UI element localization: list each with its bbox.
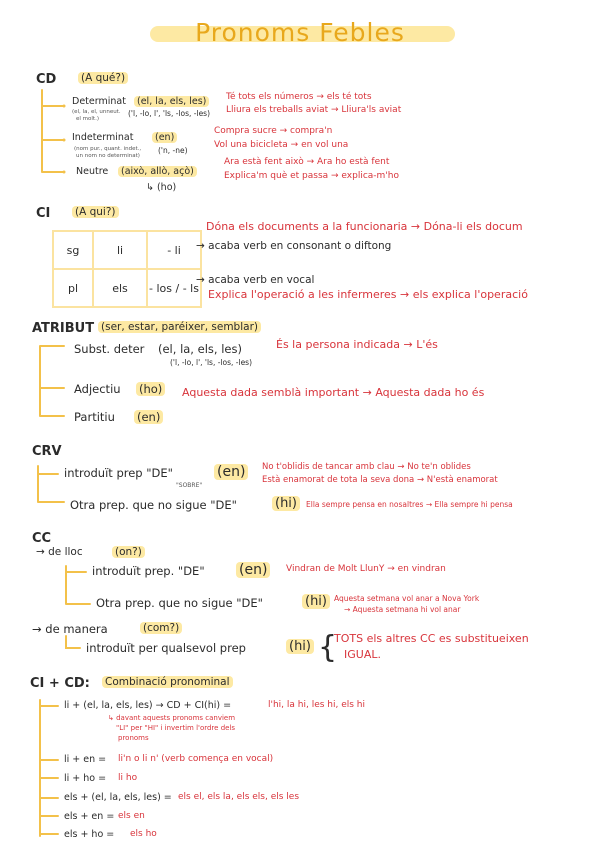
atribut-item-label: Subst. deter <box>74 342 145 356</box>
cc-lloc2-form: (hi) <box>302 594 330 609</box>
ci-cd-row-rhs: els ho <box>130 829 157 839</box>
atribut-item-label: Adjectiu <box>74 382 121 396</box>
atribut-item-forms: (en) <box>134 410 163 424</box>
atribut-item-forms: (el, la, els, les) <box>158 342 242 356</box>
cd-indeterminat-apos: ('n, -ne) <box>158 146 188 155</box>
cc-manera1: introduït per qualsevol prep <box>86 641 246 655</box>
crv-ex1b: Està enamorat de tota la seva dona → N'està enamorat <box>262 475 498 485</box>
cd-indeterminat-forms: (en) <box>152 132 177 143</box>
atribut-item-apos: ('l, -lo, l', 'ls, -los, -les) <box>170 358 253 367</box>
ci-cd-row-lhs: li + en = <box>64 754 107 765</box>
atribut-heading: ATRIBUT <box>32 321 95 336</box>
cc-lloc: → de lloc <box>36 546 83 558</box>
cd-determinat-note-a: (el, la, el, unneut. <box>72 109 121 115</box>
cd-determinat-label: Determinat <box>72 96 126 107</box>
ci-note2: → acaba verb en vocal <box>196 274 315 286</box>
ci-cd-note1: ↳ davant aquests pronoms canviem <box>108 714 236 722</box>
ci-ex1: Dóna els documents a la funcionaria → Dóna-li els docum <box>206 220 523 233</box>
page-title: Pronoms Febles <box>195 18 405 47</box>
cd-question: (A qué?) <box>78 72 128 84</box>
atribut-item-ex: És la persona indicada → L'és <box>276 338 438 351</box>
ci-cd-row-lhs: els + en = <box>64 811 115 822</box>
cd-determinat-note-b: el molt.) <box>76 116 99 122</box>
cd-indeterminat-label: Indeterminat <box>72 132 134 143</box>
cc-lloc2-ex2: → Aquesta setmana hi vol anar <box>344 605 461 614</box>
cd-indeterminat-note-a: (nom pur., quant. indet., <box>74 146 142 152</box>
ci-ex2: Explica l'operació a les infermeres → els explica l'operació <box>208 288 528 301</box>
crv-sobre: "SOBRE" <box>176 482 203 489</box>
crv-line1: introduït prep "DE" <box>64 466 173 480</box>
cc-lloc2: Otra prep. que no sigue "DE" <box>96 596 263 610</box>
crv-ex1: No t'oblidis de tancar amb clau → No te'n oblides <box>262 462 471 472</box>
ci-table <box>52 230 202 308</box>
ci-cell: li <box>93 231 147 269</box>
ci-note1: → acaba verb en consonant o diftong <box>196 240 392 252</box>
atribut-item-ex: Aquesta dada semblà important → Aquesta dada ho és <box>182 386 485 399</box>
cd-neutre-ex2: Explica'm què et passa → explica-m'ho <box>224 171 399 181</box>
cc-lloc1-form: (en) <box>236 562 270 578</box>
ci-cd-note3: pronoms <box>118 734 149 742</box>
cc-manera1-form: (hi) <box>286 639 314 654</box>
ci-cd-row-rhs: li'n o li n' (verb comença en vocal) <box>118 754 274 764</box>
ci-cd-note2: "LI" per "HI" i invertim l'ordre dels <box>116 724 236 732</box>
ci-cd-row-rhs: li ho <box>118 773 138 783</box>
cd-heading: CD <box>36 72 57 87</box>
ci-cell: - li <box>147 231 201 269</box>
ci-cd-row-rhs: els en <box>118 811 145 821</box>
cc-lloc2-ex1: Aquesta setmana vol anar a Nova York <box>334 594 480 603</box>
brace-icon: { <box>318 630 338 665</box>
ci-cell: - los / - ls <box>147 269 201 307</box>
cc-manera: → de manera <box>32 622 108 636</box>
ci-question: (A qui?) <box>72 206 119 218</box>
ci-cd-row-lhs: li + (el, la, els, les) → CD + CI(hi) = <box>64 700 232 711</box>
cd-indeterminat-ex1: Compra sucre → compra'n <box>214 126 333 136</box>
crv-line1-form: (en) <box>214 464 248 480</box>
cd-determinat-forms: (el, la, els, les) <box>134 96 209 107</box>
cd-neutre-forms: (això, allò, açò) <box>118 166 197 177</box>
crv-heading: CRV <box>32 444 62 459</box>
ci-cd-heading: CI + CD: <box>30 676 90 691</box>
cc-manera-note2: IGUAL. <box>344 648 381 661</box>
cc-manera-note1: TOTS els altres CC es substitueixen <box>334 632 529 645</box>
ci-cd-row-rhs: els el, els la, els els, els les <box>178 792 300 802</box>
ci-heading: CI <box>36 206 51 221</box>
ci-cd-row-lhs: li + ho = <box>64 773 107 784</box>
ci-cd-row-rhs: l'hi, la hi, les hi, els hi <box>268 700 366 710</box>
crv-ex2: Ella sempre pensa en nosaltres → Ella sempre hi pensa <box>306 500 513 509</box>
cc-lloc1-ex: Vindran de Molt LlunY → en vindran <box>286 564 446 574</box>
ci-cell: pl <box>53 269 93 307</box>
cd-indeterminat-ex2: Vol una bicicleta → en vol una <box>214 140 349 150</box>
cc-lloc1: introduït prep. "DE" <box>92 564 205 578</box>
cc-heading: CC <box>32 531 52 546</box>
atribut-item-label: Partitiu <box>74 410 115 424</box>
atribut-verbs: (ser, estar, paréixer, semblar) <box>98 321 261 333</box>
cd-determinat-apos: ('l, -lo, l', 'ls, -los, -les) <box>128 109 211 118</box>
atribut-item-forms: (ho) <box>136 382 165 396</box>
cc-manera-question: (com?) <box>140 622 182 634</box>
cd-neutre-label: Neutre <box>76 166 109 177</box>
ci-cd-subtitle: Combinació pronominal <box>102 676 233 688</box>
cd-determinat-ex2: Lliura els treballs aviat → Lliura'ls aviat <box>226 105 402 115</box>
crv-line2: Otra prep. que no sigue "DE" <box>70 498 237 512</box>
cd-neutre-ex1: Ara està fent això → Ara ho està fent <box>224 157 390 167</box>
crv-line2-form: (hi) <box>272 496 300 511</box>
ci-cd-row-lhs: els + (el, la, els, les) = <box>64 792 172 803</box>
cd-determinat-ex1: Té tots els números → els té tots <box>226 92 372 102</box>
ci-cd-row-lhs: els + ho = <box>64 829 115 840</box>
ci-cell: sg <box>53 231 93 269</box>
cc-lloc-question: (on?) <box>112 546 145 558</box>
cd-neutre-arrow-form: ↳ (ho) <box>146 182 177 193</box>
cd-indeterminat-note-b: un nom no determinat) <box>76 153 140 159</box>
ci-cell: els <box>93 269 147 307</box>
